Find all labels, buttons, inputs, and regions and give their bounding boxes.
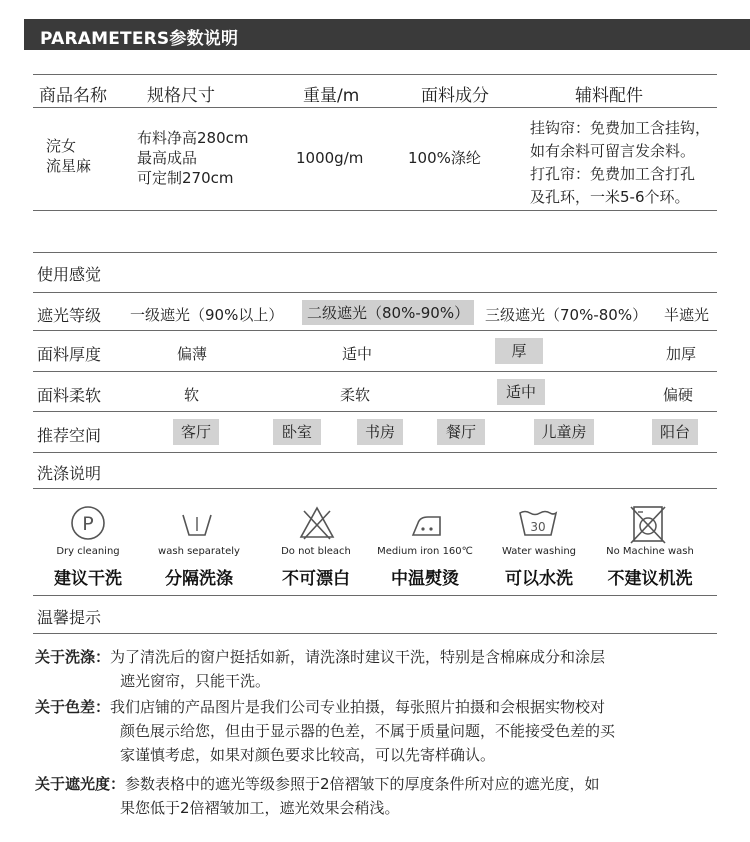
iron-icon xyxy=(372,503,482,543)
tip-text: 颜色展示给您，但由于显示器的色差，不属于质量问题，不能接受色差的买 xyxy=(120,722,616,740)
room-tag: 儿童房 xyxy=(534,419,594,445)
tip-text: 我们店铺的产品图片是我们公司专业拍摄，每张照片拍摄和会根据实物校对 xyxy=(110,698,606,716)
col-header-accessories: 辅料配件 xyxy=(575,86,643,106)
tip-label: 关于遮光度： xyxy=(35,775,126,793)
divider xyxy=(33,330,717,331)
no-bleach-cn: 不可漂白 xyxy=(282,569,350,589)
thickness-option-4: 加厚 xyxy=(666,345,697,363)
room-tag: 阳台 xyxy=(652,419,698,445)
divider xyxy=(33,107,717,108)
softness-option-1: 软 xyxy=(184,386,200,404)
divider xyxy=(33,488,717,489)
divider xyxy=(33,74,717,75)
product-accessories: 挂钩帘：免费加工含挂钩， 如有余料可留言发余料。 打孔帘：免费加工含打孔 及孔环，一米5-6个环。 xyxy=(530,119,711,206)
shading-option-2-selected: 二级遮光（80%-90%） xyxy=(302,300,474,325)
product-name: 浣女 流星麻 xyxy=(46,137,92,175)
thickness-option-3-selected: 厚 xyxy=(495,338,543,364)
dry-clean-icon xyxy=(33,503,143,543)
no-bleach-icon xyxy=(262,503,372,543)
rooms-label: 推荐空间 xyxy=(37,426,102,445)
room-tag: 客厅 xyxy=(173,419,219,445)
product-material: 100%涤纶 xyxy=(408,149,481,167)
tip-color xyxy=(35,695,615,767)
softness-label: 面料柔软 xyxy=(37,386,102,405)
divider xyxy=(33,633,717,634)
divider xyxy=(33,252,717,253)
room-tag: 卧室 xyxy=(273,419,321,445)
softness-option-2: 柔软 xyxy=(340,386,371,404)
tip-text: 遮光窗帘，只能干洗。 xyxy=(120,672,271,690)
water-wash-en: Water washing xyxy=(501,546,577,557)
shading-option-1: 一级遮光（90%以上） xyxy=(130,306,284,324)
room-tag: 餐厅 xyxy=(437,419,485,445)
tip-label: 关于洗涤： xyxy=(35,648,111,666)
no-machine-wash-cn: 不建议机洗 xyxy=(607,569,693,589)
tip-shading xyxy=(35,772,600,820)
thickness-option-2: 适中 xyxy=(342,345,373,363)
softness-option-4: 偏硬 xyxy=(663,386,694,404)
svg-text:P: P xyxy=(82,513,94,535)
tip-text: 家谨慎考虑，如果对颜色要求比较高，可以先寄样确认。 xyxy=(120,746,496,764)
iron-en: Medium iron 160℃ xyxy=(377,546,473,557)
no-machine-wash-en: No Machine wash xyxy=(606,546,694,557)
divider xyxy=(33,292,717,293)
feel-section-title: 使用感觉 xyxy=(37,265,102,284)
wash-separately-icon xyxy=(142,503,252,543)
shading-option-4: 半遮光 xyxy=(664,306,710,324)
no-bleach-en: Do not bleach xyxy=(281,546,351,557)
wash-temperature: 30 xyxy=(530,520,546,534)
water-wash-icon xyxy=(483,503,593,543)
page-title: PARAMETERS参数说明 xyxy=(40,29,239,49)
thickness-label: 面料厚度 xyxy=(37,345,102,364)
tip-text: 果您低于2倍褶皱加工，遮光效果会稍浅。 xyxy=(120,799,400,817)
dry-clean-cn: 建议干洗 xyxy=(54,569,122,589)
thickness-option-1: 偏薄 xyxy=(177,345,208,363)
tip-text: 参数表格中的遮光等级参照于2倍褶皱下的厚度条件所对应的遮光度，如 xyxy=(125,775,600,793)
col-header-material: 面料成分 xyxy=(421,86,489,106)
col-header-size: 规格尺寸 xyxy=(147,86,215,106)
wash-separately-en: wash separately xyxy=(158,546,240,557)
divider xyxy=(33,371,717,372)
washing-section-title: 洗涤说明 xyxy=(37,464,102,483)
tip-label: 关于色差： xyxy=(35,698,111,716)
wash-separately-cn: 分隔洗涤 xyxy=(165,569,233,589)
divider xyxy=(33,210,717,211)
no-machine-wash-icon xyxy=(593,503,703,545)
water-wash-cn: 可以水洗 xyxy=(505,569,573,589)
divider xyxy=(33,452,717,453)
tip-washing xyxy=(35,645,605,693)
divider xyxy=(33,595,717,596)
product-size: 布料净高280cm 最高成品 可定制270cm xyxy=(137,129,249,187)
tip-text: 为了清洗后的窗户挺括如新，请洗涤时建议干洗，特别是含棉麻成分和涂层 xyxy=(110,648,606,666)
product-weight: 1000g/m xyxy=(296,149,364,167)
dry-clean-en: Dry cleaning xyxy=(56,546,120,557)
iron-cn: 中温熨烫 xyxy=(391,569,459,589)
shading-label: 遮光等级 xyxy=(37,306,102,325)
shading-option-3: 三级遮光（70%-80%） xyxy=(485,306,648,324)
softness-option-3-selected: 适中 xyxy=(497,379,545,405)
col-header-name: 商品名称 xyxy=(39,86,107,106)
divider xyxy=(33,411,717,412)
col-header-weight: 重量/m xyxy=(303,86,360,106)
tips-section-title: 温馨提示 xyxy=(37,608,102,627)
room-tag: 书房 xyxy=(357,419,403,445)
